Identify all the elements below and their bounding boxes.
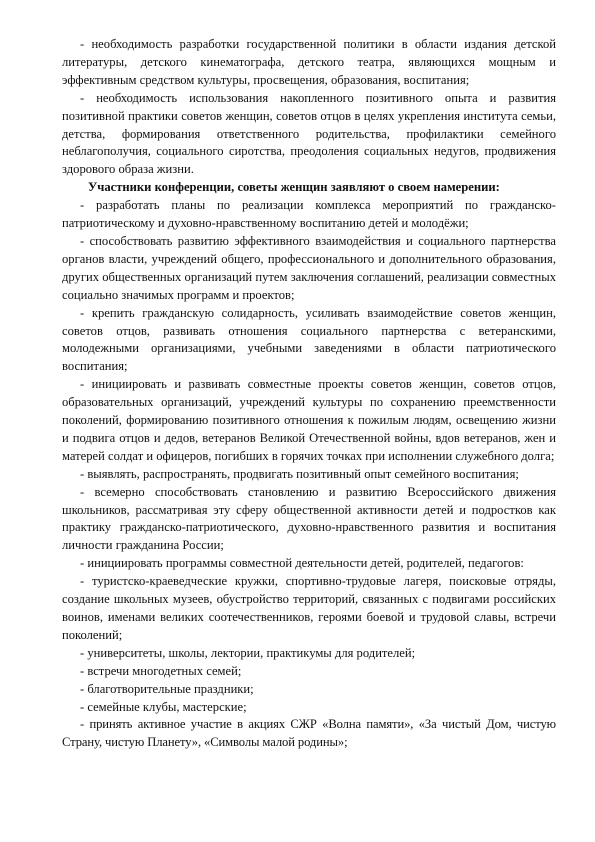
list-item-schoolchildren-movement: - всемерно способствовать становлению и развитию Всероссийского движения школьников, рассматривая эту сферу общественной активности детей и подростков как практику гражданско-патриотического, духовно-нравственного развития и воспитания личности гражданина России; bbox=[62, 484, 556, 553]
sub-item-charity-holidays: - благотворительные праздники; bbox=[80, 681, 254, 696]
sub-item-large-families: - встречи многодетных семей; bbox=[80, 663, 242, 678]
sub-item-family-clubs: - семейные клубы, мастерские; bbox=[80, 699, 247, 714]
section-heading-intentions: Участники конференции, советы женщин заявляют о своем намерении: bbox=[88, 180, 500, 195]
paragraph-publishing-policy: - необходимость разработки государственной политики в области издания детской литературы, детского кинематографа, детского театра, являющихся мощным и эффективным средством культуры, просвещения, образования, воспитания; bbox=[62, 37, 556, 87]
list-item-family-upbringing: - выявлять, распространять, продвигать позитивный опыт семейного воспитания; bbox=[80, 466, 519, 481]
list-item-joint-programs: - инициировать программы совместной деятельности детей, родителей, педагогов: bbox=[80, 556, 524, 571]
list-item-solidarity: - крепить гражданскую солидарность, усиливать взаимодействие советов женщин, советов отцов, развивать отношения социального партнерства с ветеранскими, молодежными организациями, учебными заведениями в области патриотического воспитания; bbox=[62, 305, 556, 374]
document-page bbox=[62, 36, 556, 752]
list-item-joint-projects: - инициировать и развивать совместные проекты советов женщин, советов отцов, образовательных организаций, учреждений культуры по сохранению преемственности поколений, формированию позитивного отношения к пожилым людям, освещению жизни и подвига отцов и дедов, ветеранов Великой Отечественной войны, вдов ветеранов, жен и матерей солдат и офицеров, погибших в горячих точках при исполнении служебного долга; bbox=[62, 377, 556, 463]
sub-item-tourist-clubs: - туристско-краеведческие кружки, спортивно-трудовые лагеря, поисковые отряды, создание школьных музеев, обустройство территорий, связанных с подвигами российских воинов, именами великих соотечественников, героями боевой и трудовой славы, встречи поколений; bbox=[62, 574, 556, 642]
paragraph-positive-experience: - необходимость использования накопленного позитивного опыта и развития позитивной практики советов женщин, советов отцов в целях укрепления института семьи, детства, формирования ответственного родительства, профилактики семейного неблагополучия, социального сиротства, преодоления социальных недугов, продвижения здорового образа жизни. bbox=[62, 90, 556, 177]
sub-item-universities: - университеты, школы, лектории, практикумы для родителей; bbox=[80, 645, 416, 660]
list-item-actions: - принять активное участие в акциях СЖР «Волна памяти», «За чистый Дом, чистую Страну, чистую Планету», «Символы малой родины»; bbox=[62, 717, 556, 750]
list-item-plans: - разработать планы по реализации комплекса мероприятий по гражданско-патриотическому и духовно-нравственному воспитанию детей и молодёжи; bbox=[62, 198, 556, 231]
list-item-partnership: - способствовать развитию эффективного взаимодействия и социального партнерства органов власти, учреждений общего, профессионального и дополнительного образования, других общественных организаций путем заключения соглашений, реализации совместных социально значимых программ и проектов; bbox=[62, 233, 556, 302]
